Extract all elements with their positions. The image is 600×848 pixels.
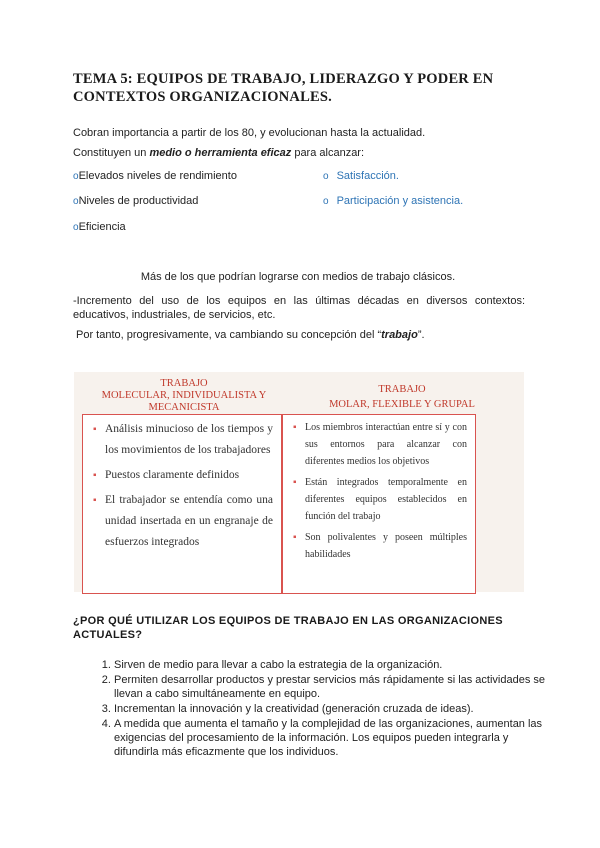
- reason-item: 3. Incrementan la innovación y la creatividad (generación cruzada de ideas).: [114, 702, 554, 716]
- reason-item: 2. Permiten desarrollar productos y prestar servicios más rápidamente si las actividades se llevan a cabo simultáneamente en equipo.: [114, 673, 554, 701]
- right-subheading: MOLAR, FLEXIBLE Y GRUPAL: [329, 399, 475, 410]
- page-title: TEMA 5: EQUIPOS DE TRABAJO, LIDERAZGO Y PODER EN CONTEXTOS ORGANIZACIONALES.: [73, 71, 494, 105]
- bullet-marker-icon: o: [323, 196, 329, 207]
- reasons-list: [92, 658, 554, 760]
- bullet-right-1: [323, 170, 399, 182]
- left-column-box: [82, 414, 282, 594]
- right-item: ▪ Están integrados temporalmente en diferentes equipos establecidos en función del trabajo: [291, 474, 467, 525]
- therefore-prefix: Por tanto, progresivamente, va cambiando su concepción del “: [76, 329, 382, 341]
- paragraph-increment: -Incremento del uso de los equipos en las últimas décadas en diversos contextos: educativos, industriales, de servicios, etc.: [73, 295, 525, 321]
- left-item-list: [91, 419, 273, 553]
- right-column-box: [282, 414, 476, 594]
- right-item: ▪ Los miembros interactúan entre sí y con sus entornos para alcanzar con diferentes medios los objetivos: [291, 419, 467, 470]
- intro-line-2: [73, 146, 364, 160]
- reason-item: 1. Sirven de medio para llevar a cabo la estrategia de la organización.: [114, 658, 554, 672]
- right-item-list: [291, 419, 467, 563]
- bullet-left-3: [73, 221, 126, 233]
- left-heading-line: TRABAJO: [160, 378, 208, 389]
- bullet-left-2-text: Niveles de productividad: [78, 195, 199, 207]
- section-heading: ¿POR QUÉ UTILIZAR LOS EQUIPOS DE TRABAJO EN LAS ORGANIZACIONES ACTUALES?: [73, 615, 503, 641]
- therefore-emphasis: trabajo: [381, 329, 418, 341]
- bullet-right-2: [323, 195, 463, 207]
- bullet-marker-icon: o: [73, 171, 79, 182]
- centered-sentence: Más de los que podrían lograrse con medios de trabajo clásicos.: [140, 271, 456, 283]
- bullet-left-1: [73, 170, 237, 182]
- bullet-marker-icon: o: [73, 196, 79, 207]
- bullet-right-1-text: Satisfacción.: [336, 170, 399, 182]
- paragraph-therefore: [76, 328, 425, 342]
- right-item: ▪ Son polivalentes y poseen múltiples habilidades: [291, 529, 467, 563]
- intro-emphasis: medio o herramienta eficaz: [149, 147, 292, 159]
- left-item: ▪ Puestos claramente definidos: [91, 465, 273, 486]
- bullet-left-2: [73, 195, 198, 207]
- comparison-panel: [74, 372, 524, 592]
- right-heading-line: TRABAJO: [378, 384, 426, 395]
- bullet-left-3-text: Eficiencia: [78, 221, 126, 233]
- intro-line-2-prefix: Constituyen un: [73, 147, 150, 159]
- reason-item: 4. A medida que aumenta el tamaño y la complejidad de las organizaciones, aumentan las exigencias del procesamiento de la información. Los equipos pueden integrarla y difundirla más eficazmente que los individuos.: [114, 717, 554, 759]
- bullet-marker-icon: o: [323, 171, 329, 182]
- bullet-marker-icon: o: [73, 222, 79, 233]
- intro-line-2-suffix: para alcanzar:: [291, 147, 365, 159]
- bullet-left-1-text: Elevados niveles de rendimiento: [78, 170, 237, 182]
- right-column-heading: [286, 384, 518, 411]
- left-item: ▪ Análisis minucioso de los tiempos y los movimientos de los trabajadores: [91, 419, 273, 461]
- left-column-heading: [74, 378, 294, 413]
- left-item: ▪ El trabajador se entendía como una unidad insertada en un engranaje de esfuerzos integrados: [91, 490, 273, 553]
- bullet-right-2-text: Participación y asistencia.: [336, 195, 464, 207]
- intro-line-1: Cobran importancia a partir de los 80, y evolucionan hasta la actualidad.: [73, 127, 426, 139]
- therefore-suffix: ”.: [417, 329, 425, 341]
- left-subheading: MOLECULAR, INDIVIDUALISTA Y MECANICISTA: [101, 390, 267, 413]
